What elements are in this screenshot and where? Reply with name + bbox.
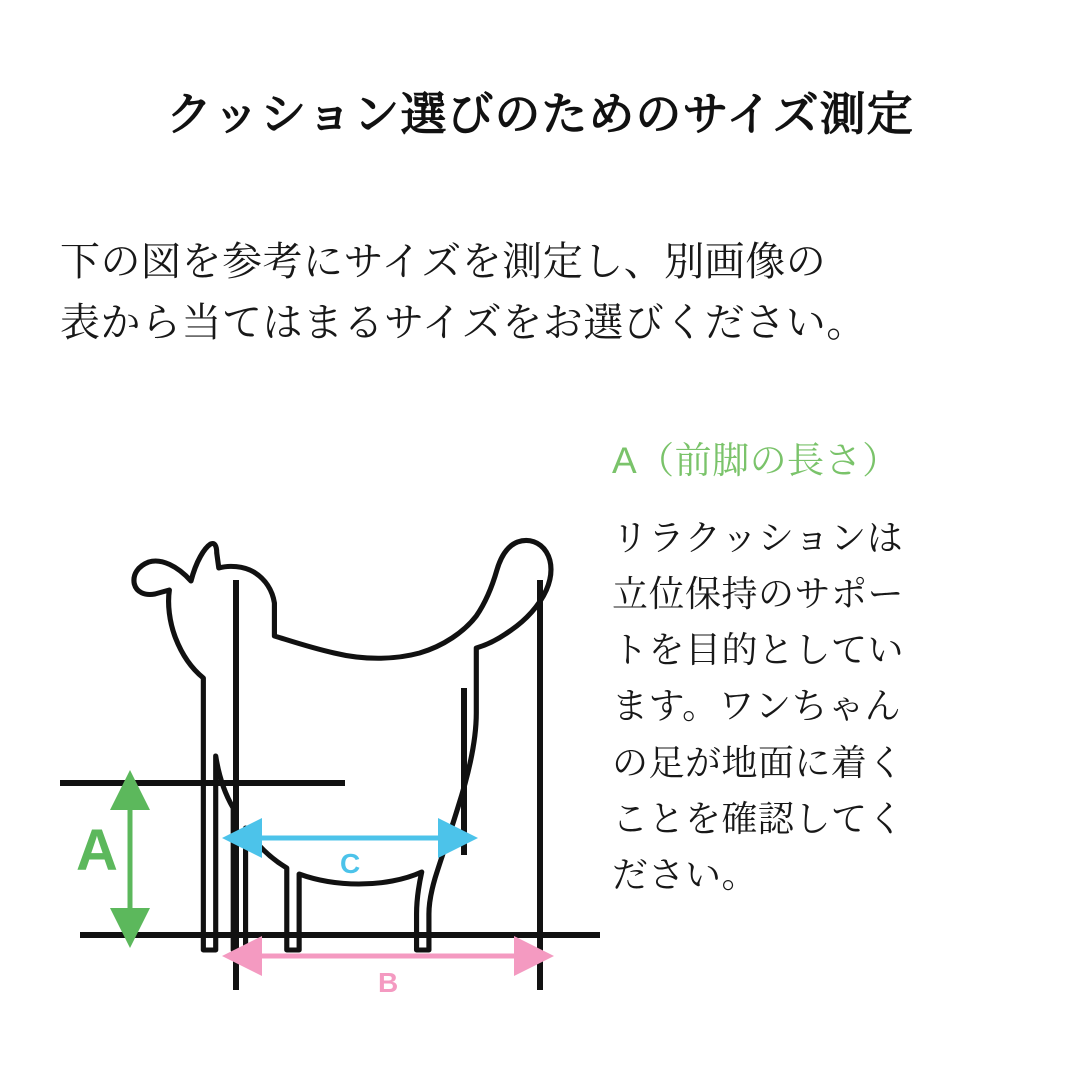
right-body-line-3: トを目的としてい [612, 629, 905, 671]
right-body-line-5: の足が地面に着く [612, 741, 905, 783]
right-body-line-4: ます。ワンちゃん [612, 685, 902, 727]
lead-paragraph [60, 232, 1040, 354]
lead-line-1: 下の図を参考にサイズを測定し、別画像の [60, 240, 827, 284]
measure-label-c: C [340, 848, 361, 879]
measure-label-a: A [76, 818, 118, 883]
right-body-line-2: 立位保持のサポー [612, 573, 905, 615]
right-column [612, 430, 1042, 903]
lead-line-2: 表から当てはまるサイズをお選びください。 [60, 300, 867, 345]
measurement-a-heading: A（前脚の長さ） [612, 440, 900, 481]
right-body-line-7: ださい。 [612, 853, 759, 895]
right-body-line-6: ことを確認してく [612, 797, 905, 839]
dog-silhouette-icon [134, 540, 551, 950]
right-body-line-1: リラクッションは [612, 517, 904, 558]
right-body-text [612, 510, 1042, 903]
size-measurement-diagram [40, 470, 620, 1010]
page-title: クッション選びのためのサイズ測定 [166, 88, 914, 140]
measure-label-b: B [378, 967, 399, 998]
